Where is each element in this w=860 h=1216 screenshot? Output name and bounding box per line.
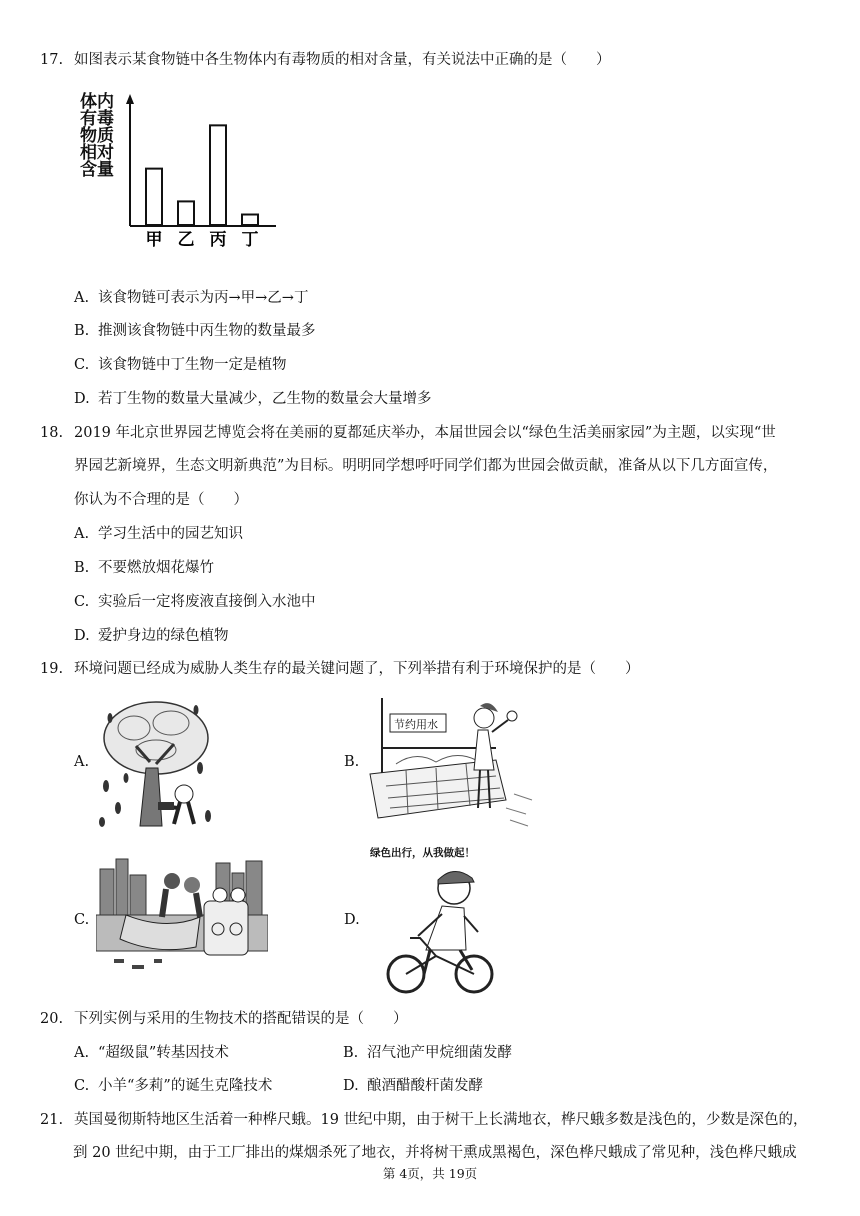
bar-0	[146, 169, 162, 225]
q20-option-a[interactable]: A. “超级鼠”转基因技术	[74, 1045, 229, 1061]
question-number: 21.	[40, 1112, 64, 1128]
q17-option-b[interactable]: B. 推测该食物链中丙生物的数量最多	[74, 323, 316, 339]
question-text-line3: 你认为不合理的是（ ）	[74, 492, 248, 508]
water-wasting-illustration	[366, 690, 536, 830]
chart-ylabel-col1: 体有物相含	[80, 92, 97, 180]
question-20-stem	[40, 1007, 408, 1028]
question-number: 20.	[40, 1011, 64, 1027]
y-axis-arrow	[126, 94, 134, 104]
question-19-stem	[40, 657, 640, 678]
q20-option-d[interactable]: D. 酿酒醋酸杆菌发酵	[343, 1078, 483, 1094]
q17-option-a[interactable]: A. 该食物链可表示为丙→甲→乙→丁	[74, 290, 309, 306]
question-text-line1: 英国曼彻斯特地区生活着一种桦尺蛾。19 世纪中期，由于树干上长满地衣，桦尺蛾多数是浅色的，少数是深色的，	[74, 1112, 808, 1128]
littering-illustration	[96, 855, 268, 975]
question-number: 18.	[40, 425, 64, 441]
q18-option-c[interactable]: C. 实验后一定将废液直接倒入水池中	[74, 594, 316, 610]
question-number: 17.	[40, 52, 64, 68]
q20-option-c[interactable]: C. 小羊“多莉”的诞生克隆技术	[74, 1078, 273, 1094]
q19-option-c-label[interactable]: C.	[74, 912, 90, 928]
question-text-line1: 2019 年北京世界园艺博览会将在美丽的夏都延庆举办，本届世园会以“绿色生活美丽家园”为主题，以实现“世	[74, 425, 776, 441]
q17-option-c[interactable]: C. 该食物链中丁生物一定是植物	[74, 357, 287, 373]
x-tick-label: 乙	[177, 230, 195, 250]
cyclist-illustration	[380, 866, 500, 998]
question-18-stem	[40, 421, 776, 442]
q19-option-d-label[interactable]: D.	[344, 912, 360, 928]
x-tick-label: 丙	[209, 230, 227, 250]
question-text-line2: 到 20 世纪中期，由于工厂排出的煤烟杀死了地衣，并将树干熏成黑褐色，深色桦尺蛾成了常见种，浅色桦尺蛾成	[73, 1145, 797, 1161]
chart-ylabel-col2: 内毒质对量	[97, 92, 114, 180]
q17-option-d[interactable]: D. 若丁生物的数量大量减少，乙生物的数量会大量增多	[74, 391, 432, 407]
question-text: 下列实例与采用的生物技术的搭配错误的是（ ）	[74, 1011, 408, 1027]
page-footer: 第 4页，共 19页	[382, 1166, 478, 1181]
question-17-stem	[40, 48, 611, 69]
q18-option-d[interactable]: D. 爱护身边的绿色植物	[74, 628, 229, 644]
q20-option-b[interactable]: B. 沼气池产甲烷细菌发酵	[343, 1045, 512, 1061]
bar-1	[178, 201, 194, 225]
q18-option-a[interactable]: A. 学习生活中的园艺知识	[74, 526, 243, 542]
chart-canvas	[78, 90, 288, 250]
tree-cutting-illustration	[96, 698, 216, 830]
green-travel-slogan: 绿色出行，从我做起！	[370, 847, 475, 859]
q19-option-a-label[interactable]: A.	[74, 754, 90, 770]
q19-option-b-label[interactable]: B.	[344, 754, 360, 770]
question-text: 环境问题已经成为威胁人类生存的最关键问题了，下列举措有利于环境保护的是（ ）	[74, 661, 640, 677]
sign-text: 节约用水	[394, 718, 438, 731]
toxin-bar-chart	[78, 90, 288, 250]
q18-option-b[interactable]: B. 不要燃放烟花爆竹	[74, 560, 214, 576]
bar-3	[242, 215, 258, 225]
question-text: 如图表示某食物链中各生物体内有毒物质的相对含量，有关说法中正确的是（ ）	[74, 52, 611, 68]
x-tick-label: 甲	[145, 230, 163, 250]
question-text-line2: 界园艺新境界，生态文明新典范”为目标。明明同学想呼吁同学们都为世园会做贡献，准备从以下几方面宣传，	[74, 458, 778, 474]
x-tick-label: 丁	[241, 230, 259, 250]
bar-2	[210, 125, 226, 225]
question-number: 19.	[40, 661, 64, 677]
question-21-stem	[40, 1108, 808, 1129]
